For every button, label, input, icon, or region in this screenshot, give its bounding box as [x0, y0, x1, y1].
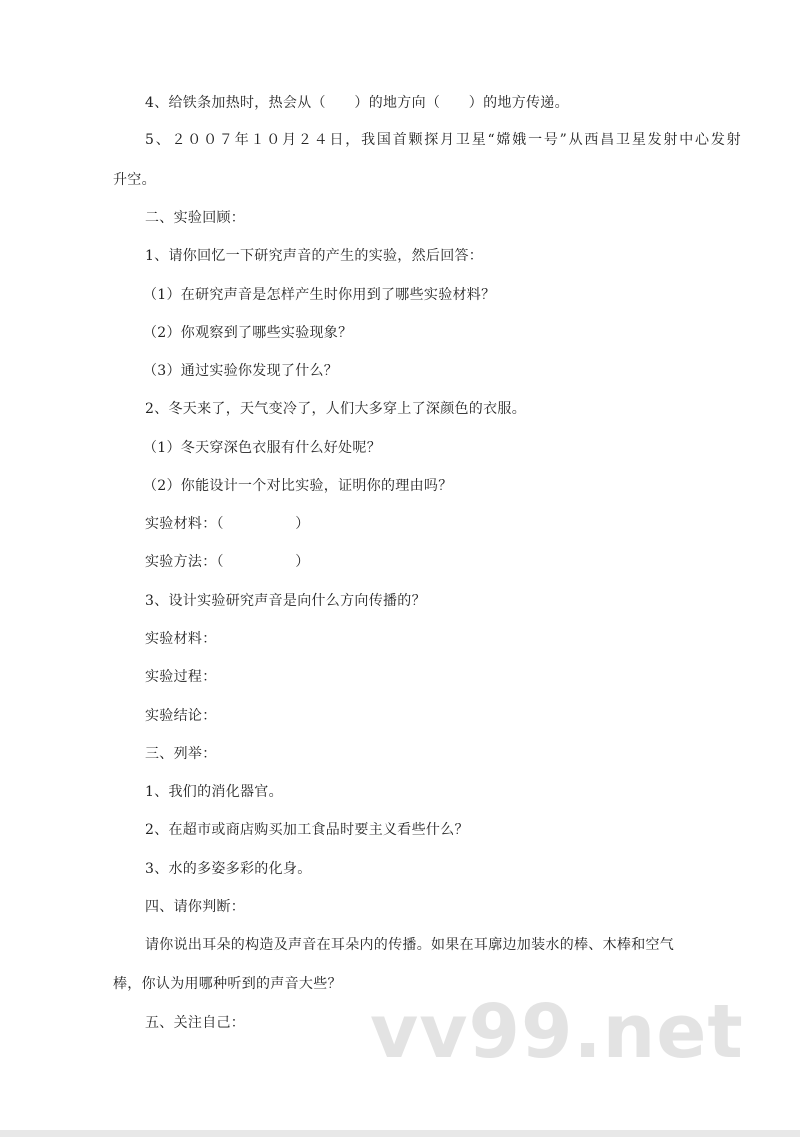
list-item-1: 1、我们的消化器官。: [145, 784, 283, 800]
experiment-1-sub-3: （3）通过实验你发现了什么？: [143, 363, 339, 379]
list-item-2: 2、在超市或商店购买加工食品时要主义看些什么？: [145, 822, 469, 838]
section-heading-judge: 四、请你判断：: [145, 899, 246, 915]
experiment-2-sub-2: （2）你能设计一个对比实验，证明你的理由吗？: [143, 478, 453, 494]
experiment-2-prompt: 2、冬天来了，天气变冷了，人们大多穿上了深颜色的衣服。: [145, 401, 527, 417]
experiment-1-sub-1: （1）在研究声音是怎样产生时你用到了哪些实验材料？: [143, 287, 496, 303]
question-5-change-e1-launch: 5、２００７年１０月２４日，我国首颗探月卫星“嫦娥一号”从西昌卫星发射中心发射: [145, 132, 743, 148]
experiment-2-materials: 实验材料：（ ）: [145, 516, 310, 532]
experiment-3-materials: 实验材料：: [145, 631, 217, 647]
experiment-3-process: 实验过程：: [145, 669, 217, 685]
list-item-3: 3、水的多姿多彩的化身。: [145, 861, 312, 877]
section-heading-list: 三、列举：: [145, 746, 217, 762]
experiment-1-sub-2: （2）你观察到了哪些实验现象？: [143, 325, 353, 341]
judge-question: 请你说出耳朵的构造及声音在耳朵内的传播。如果在耳廓边加装水的棒、木棒和空气: [145, 937, 675, 953]
judge-question-continuation: 棒，你认为用哪种听到的声音大些？: [113, 976, 342, 992]
watermark: vv99.net: [370, 989, 744, 1075]
question-5-continuation: 升空。: [113, 172, 156, 188]
section-heading-experiment-review: 二、实验回顾：: [145, 210, 246, 226]
experiment-3-conclusion: 实验结论：: [145, 708, 217, 724]
section-heading-self-care: 五、关注自己：: [145, 1015, 246, 1031]
experiment-2-method: 实验方法：（ ）: [145, 554, 310, 570]
question-4-heat-transfer: 4、给铁条加热时，热会从（ ）的地方向（ ）的地方传递。: [145, 95, 569, 111]
experiment-2-sub-1: （1）冬天穿深色衣服有什么好处呢？: [143, 440, 382, 456]
experiment-1-prompt: 1、请你回忆一下研究声音的产生的实验，然后回答：: [145, 248, 484, 264]
experiment-3-prompt: 3、设计实验研究声音是向什么方向传播的？: [145, 593, 426, 609]
page-bottom-edge: [0, 1130, 800, 1137]
